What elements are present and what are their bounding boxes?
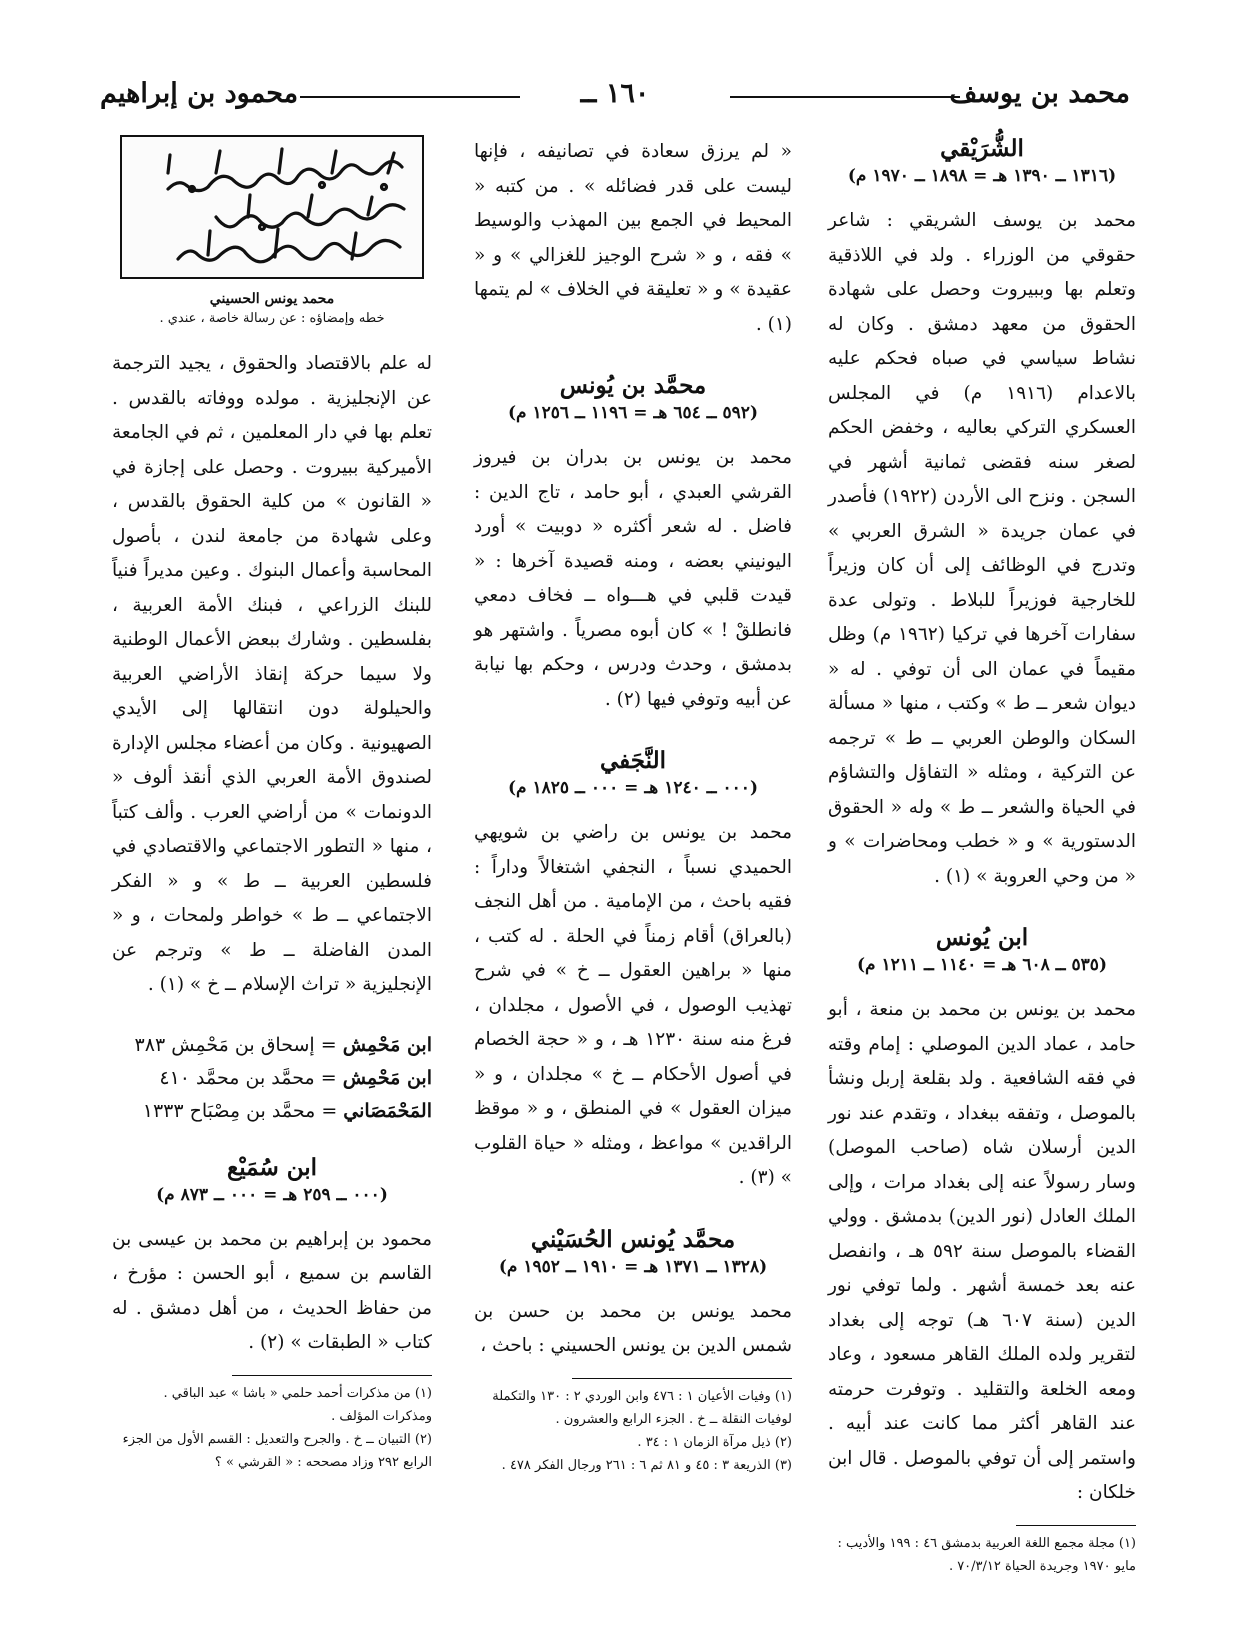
column-middle [474, 135, 792, 1477]
entry-text: محمد بن يونس بن محمد بن منعة ، أبو حامد ، عماد الدين الموصلي : إمام وقته في فقه الشافعية . ولد بقلعة إربل ونشأ بالموصل ، وتفقه ببغداد ، وتقدم عند نور الدين أرسلان شاه (صاحب الموصل) وسار رسولاً عنه إلى بغداد مرات ، وإلى الملك العادل (نور الدين) بدمشق . وولي القضاء بالموصل سنة ٥٩٢ هـ ، وانفصل عنه بعد خمسة أشهر . ولما توفي نور الدين (سنة ٦٠٧ هـ) توجه إلى بغداد لتقرير ولده الملك القاهر مسعود ، وعاد ومعه الخلعة والتقليد . وتوفرت حرمته عند القاهر أكثر مما كانت عند أبيه . واستمر إلى أن توفي بالموصل . قال ابن خلكان : [828, 999, 1137, 1503]
page-number: ١٦٠ ــ [580, 78, 650, 109]
footnote: (٢) ذيل مرآة الزمان ١ : ٣٤ . [637, 1434, 792, 1450]
entry-dates: (٠٠٠ ــ ٢٥٩ هـ = ٠٠٠ ــ ٨٧٣ م) [156, 1184, 388, 1205]
page-header [100, 78, 1130, 118]
cross-reference [112, 1062, 432, 1095]
entry-text-continued: « لم يرزق سعادة في تصانيفه ، فإنها ليست على قدر فضائله » . من كتبه « المحيط في الجمع بين المهذب والوسيط » فقه ، و « شرح الوجيز للغزالي » و « عقيدة » و « تعليقة في الخلاف » لم يتمها (١) . [474, 141, 792, 335]
footnotes [828, 1532, 1136, 1578]
entry-title: ابن سُمَيْع [226, 1153, 318, 1181]
entry-title: النَّجَفي [600, 747, 666, 774]
entry-title: ابن يُونس [935, 924, 1029, 951]
column-left [112, 135, 432, 1474]
footnote-rule [232, 1375, 432, 1376]
xref-target: = محمَّد بن محمَّد ٤١٠ [159, 1066, 337, 1089]
footnote-rule [1016, 1525, 1136, 1526]
running-head-right: محمد بن يوسف [949, 78, 1130, 109]
running-head-left: محمود بن إبراهيم [100, 78, 299, 109]
entry-title: الشُّرَيْقي [940, 135, 1024, 162]
xref-term: ابن مَحْمِش [342, 1033, 432, 1056]
handwritten-signature-image [120, 135, 424, 279]
entry-dates: (٥٣٥ ــ ٦٠٨ هـ = ١١٤٠ ــ ١٢١١ م) [857, 955, 1107, 975]
entry-text: محمد بن يونس بن راضي بن شويهي الحميدي نسباً ، النجفي اشتغالاً وداراً : فقيه باحث ، من الإمامية . من أهل النجف (بالعراق) أقام زمناً في الحلة . له كتب ، منها « براهين العقول ــ خ » في شرح تهذيب الوصول ، في الأصول ، مجلدان ، فرغ منه سنة ١٢٣٠ هـ ، و « حجة الخصام في أصول الأحكام ــ خ » مجلدان ، و « ميزان العقول » في المنطق ، و « موقظ الراقدين » مواعظ ، ومثله « حياة القلوب » (٣) . [474, 822, 792, 1188]
footnote: (٢) التبيان ــ خ . والجرح والتعديل : القسم الأول من الجزء الرابع ٢٩٢ وزاد مصححه : « القرشي » ؟ [122, 1431, 432, 1470]
entry-dates: (٥٩٢ ــ ٦٥٤ هـ = ١١٩٦ ــ ١٢٥٦ م) [508, 403, 758, 423]
footnote: (١) مجلة مجمع اللغة العربية بدمشق ٤٦ : ١٩٩ والأديب : مايو ١٩٧٠ وجريدة الحياة ٧٠/٣/١٢ . [837, 1535, 1136, 1574]
signature-scribble-icon [122, 137, 422, 277]
entry-text: محمود بن إبراهيم بن محمد بن عيسى بن القاسم بن سميع ، أبو الحسن : مؤرخ ، من حفاظ الحديث ، من أهل دمشق . له كتاب « الطبقات » (٢) . [112, 1228, 432, 1353]
header-rule [300, 96, 520, 98]
cross-references [112, 1029, 432, 1128]
image-caption-source: خطه وإمضاؤه : عن رسالة خاصة ، عندي . [159, 311, 385, 326]
cross-reference [112, 1029, 432, 1062]
footnote: (١) وفيات الأعيان ١ : ٤٧٦ وابن الوردي ٢ : ١٣٠ والتكملة لوفيات النقلة ــ خ . الجزء الرابع والعشرون . [492, 1388, 792, 1427]
xref-target: = محمَّد بن مِصْبَاح ١٣٣٣ [142, 1099, 338, 1122]
footnote: (١) من مذكرات أحمد حلمي « باشا » عبد الباقي . ومذكرات المؤلف . [163, 1385, 432, 1424]
entry-text: محمد بن يونس بن بدران بن فيروز القرشي العبدي ، أبو حامد ، تاج الدين : فاضل . له شعر أكثره « دوبيت » أورد اليونيني بعضه ، ومنه قصيدة آخرها : « قيدت قلبي في هـــواه ــ فخاف دمعي فانطلقْ ! » كان أبوه مصرياً . واشتهر هو بدمشق ، وحدث ودرس ، وحكم بها نيابة عن أبيه وتوفي فيها (٢) . [474, 447, 792, 710]
cross-reference [112, 1095, 432, 1128]
entry-dates: (١٣١٦ ــ ١٣٩٠ هـ = ١٨٩٨ ــ ١٩٧٠ م) [847, 166, 1117, 186]
entry-dates: (٠٠٠ ــ ١٢٤٠ هـ = ٠٠٠ ــ ١٨٢٥ م) [508, 778, 758, 798]
xref-term: المَحْمَصَاني [343, 1099, 432, 1122]
xref-term: ابن مَحْمِش [342, 1066, 432, 1089]
image-caption: محمد يونس الحسيني [209, 291, 335, 307]
footnotes [112, 1382, 432, 1474]
entry-dates: (١٣٢٨ ــ ١٣٧١ هـ = ١٩١٠ ــ ١٩٥٢ م) [498, 1256, 768, 1277]
entry-title: محمَّد بن يُونس [559, 372, 707, 399]
entry-text: محمد بن يوسف الشريقي : شاعر حقوقي من الوزراء . ولد في اللاذقية وتعلم بها وببيروت وحصل على شهادة الحقوق من معهد دمشق . وكان له نشاط سياسي في صباه فحكم عليه بالاعدام (١٩١٦ م) في المجلس العسكري التركي بعاليه ، وخفض الحكم لصغر سنه فقضى ثمانية أشهر في السجن . ونزح الى الأردن (١٩٢٢) فأصدر في عمان جريدة « الشرق العربي » وتدرج في الوظائف إلى أن كان وزيراً للخارجية فوزيراً للبلاط . وتولى عدة سفارات آخرها في تركيا (١٩٦٢ م) وظل مقيماً في عمان الى أن توفي . له « ديوان شعر ــ ط » وكتب ، منها « مسألة السكان والوطن العربي ــ ط » ترجمه عن التركية ، ومثله « التفاؤل والتشاؤم في الحياة والشعر ــ ط » وله « الحقوق الدستورية » و « خطب ومحاضرات » و « من وحي العروبة » (١) . [828, 210, 1137, 887]
xref-target: = إسحاق بن مَحْمِش ٣٨٣ [134, 1033, 337, 1056]
column-right [828, 135, 1136, 1578]
entry-title: محمَّد يُونس الحُسَيْني [530, 1225, 736, 1253]
footnote-rule [572, 1378, 792, 1379]
entry-text-continued: له علم بالاقتصاد والحقوق ، يجيد الترجمة عن الإنجليزية . مولده ووفاته بالقدس . تعلم بها في دار المعلمين ، ثم في الجامعة الأميركية ببيروت . وحصل على إجازة في « القانون » من كلية الحقوق بالقدس ، وعلى شهادة من جامعة لندن ، بأصول المحاسبة وأعمال البنوك . وعين مديراً فنياً للبنك الزراعي ، فبنك الأمة العربية ، بفلسطين . وشارك ببعض الأعمال الوطنية ولا سيما حركة إنقاذ الأراضي العربية والحيلولة دون انتقالها إلى الأيدي الصهيونية . وكان من أعضاء مجلس الإدارة لصندوق الأمة العربي الذي أنقذ ألوف « الدونمات » من أراضي العرب . وألف كتباً ، منها « التطور الاجتماعي والاقتصادي في فلسطين العربية ــ ط » و « الفكر الاجتماعي ــ ط » خواطر ولمحات ، و « المدن الفاضلة ــ ط » وترجم عن الإنجليزية « تراث الإسلام ــ خ » (١) . [112, 353, 432, 995]
footnote: (٣) الذريعة ٣ : ٤٥ و ٨١ ثم ٦ : ٢٦١ ورجال الفكر ٤٧٨ . [501, 1457, 792, 1473]
footnotes [474, 1385, 792, 1477]
entry-text: محمد يونس بن محمد بن حسن بن شمس الدين بن يونس الحسيني : باحث ، [474, 1300, 792, 1356]
